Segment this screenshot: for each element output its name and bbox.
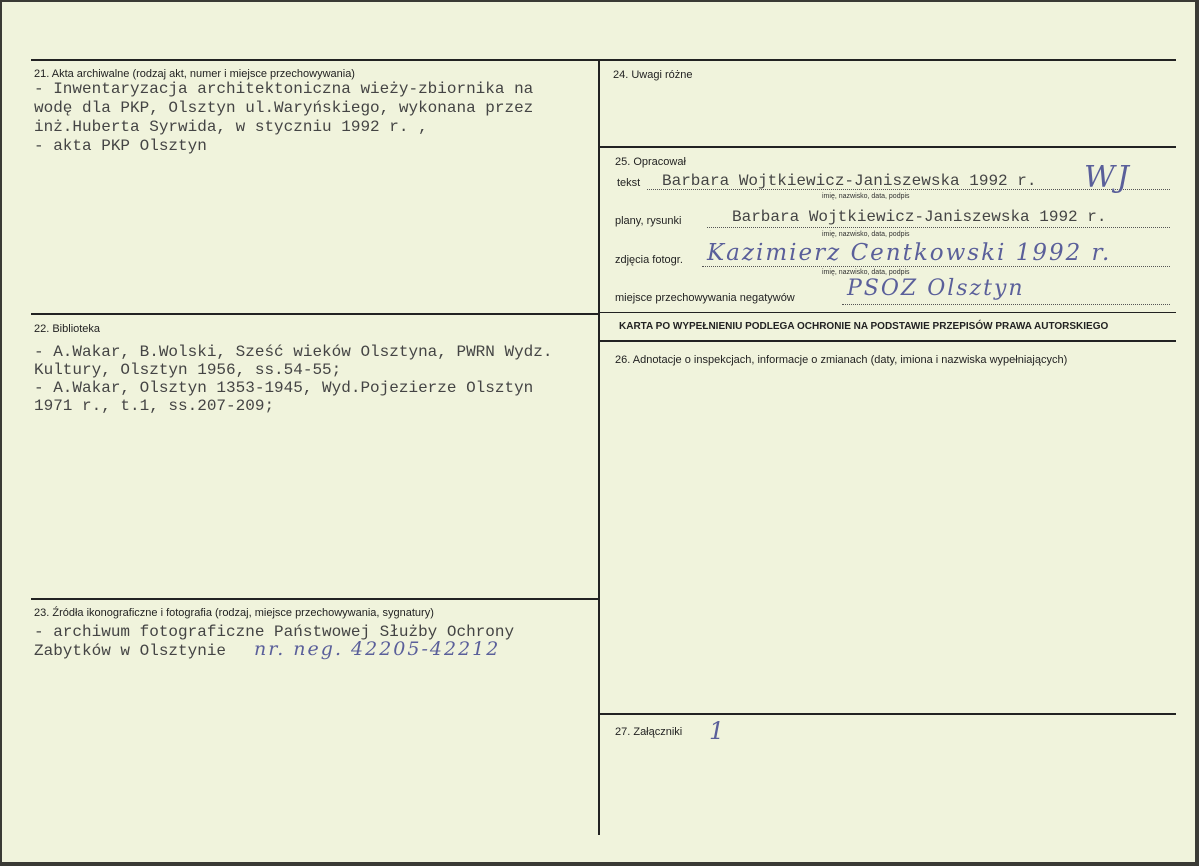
copyright-notice: KARTA PO WYPEŁNIENIU PODLEGA OCHRONIE NA PODSTAWIE PRZEPISÓW PRAWA AUTORSKIEGO bbox=[619, 321, 1109, 332]
tekst-value: Barbara Wojtkiewicz-Janiszewska 1992 r. bbox=[662, 172, 1037, 190]
plany-value: Barbara Wojtkiewicz-Janiszewska 1992 r. bbox=[732, 208, 1107, 226]
section-22-line: - A.Wakar, B.Wolski, Sześć wieków Olsztyna, PWRN Wydz. bbox=[34, 343, 553, 361]
section-27-label: 27. Załączniki bbox=[615, 726, 683, 738]
center-divider bbox=[598, 59, 600, 835]
section-21-line: - Inwentaryzacja architektoniczna wieży-zbiornika na bbox=[34, 80, 534, 98]
section-21-line: inż.Huberta Syrwida, w styczniu 1992 r. , bbox=[34, 118, 428, 136]
section-25-label: 25. Opracował bbox=[615, 156, 686, 168]
section-26-label: 26. Adnotacje o inspekcjach, informacje o zmianach (daty, imiona i nazwiska wypełniających) bbox=[615, 354, 1068, 366]
section-23-handwritten-negatives: nr. neg. 42205-42212 bbox=[254, 638, 501, 660]
section-23-line: - archiwum fotograficzne Państwowej Służby Ochrony bbox=[34, 623, 515, 641]
section-21-label: 21. Akta archiwalne (rodzaj akt, numer i miejsce przechowywania) bbox=[34, 68, 355, 80]
section-24-label: 24. Uwagi różne bbox=[613, 69, 693, 81]
plany-caption: imię, nazwisko, data, podpis bbox=[822, 231, 910, 238]
section-21-line: wodę dla PKP, Olsztyn ul.Waryńskiego, wykonana przez bbox=[34, 99, 534, 117]
section-22-label: 22. Biblioteka bbox=[34, 323, 101, 335]
miejsce-label: miejsce przechowywania negatywów bbox=[615, 292, 795, 304]
zdjecia-label: zdjęcia fotogr. bbox=[615, 254, 683, 266]
rule-26-27 bbox=[600, 713, 1176, 715]
top-rule bbox=[31, 59, 1176, 61]
archival-record-card bbox=[2, 2, 1195, 862]
section-23-line: Zabytków w Olsztynie bbox=[34, 642, 227, 660]
section-22-line: 1971 r., t.1, ss.207-209; bbox=[34, 397, 275, 415]
section-22-line: - A.Wakar, Olsztyn 1353-1945, Wyd.Pojezierze Olsztyn bbox=[34, 379, 534, 397]
rule-22-23 bbox=[31, 598, 600, 600]
zdjecia-dotted-line bbox=[702, 266, 1170, 267]
zdjecia-value: Kazimierz Centkowski 1992 r. bbox=[707, 240, 1112, 266]
tekst-signature: WJ bbox=[1084, 160, 1131, 195]
tekst-label: tekst bbox=[617, 177, 641, 189]
section-22-line: Kultury, Olsztyn 1956, ss.54-55; bbox=[34, 361, 342, 379]
zdjecia-caption: imię, nazwisko, data, podpis bbox=[822, 269, 910, 276]
section-23-label: 23. Źródła ikonograficzne i fotografia (rodzaj, miejsce przechowywania, sygnatury) bbox=[34, 607, 434, 619]
miejsce-value: PSOZ Olsztyn bbox=[847, 276, 1025, 301]
tekst-caption: imię, nazwisko, data, podpis bbox=[822, 193, 910, 200]
section-21-line: - akta PKP Olsztyn bbox=[34, 137, 207, 155]
plany-dotted-line bbox=[707, 227, 1170, 228]
section-27-value: 1 bbox=[709, 717, 727, 745]
rule-25-notice bbox=[600, 312, 1176, 313]
rule-21-22 bbox=[31, 313, 600, 315]
miejsce-dotted-line bbox=[842, 304, 1170, 305]
rule-24-25 bbox=[600, 146, 1176, 148]
plany-label: plany, rysunki bbox=[615, 215, 682, 227]
rule-25-26 bbox=[600, 340, 1176, 342]
